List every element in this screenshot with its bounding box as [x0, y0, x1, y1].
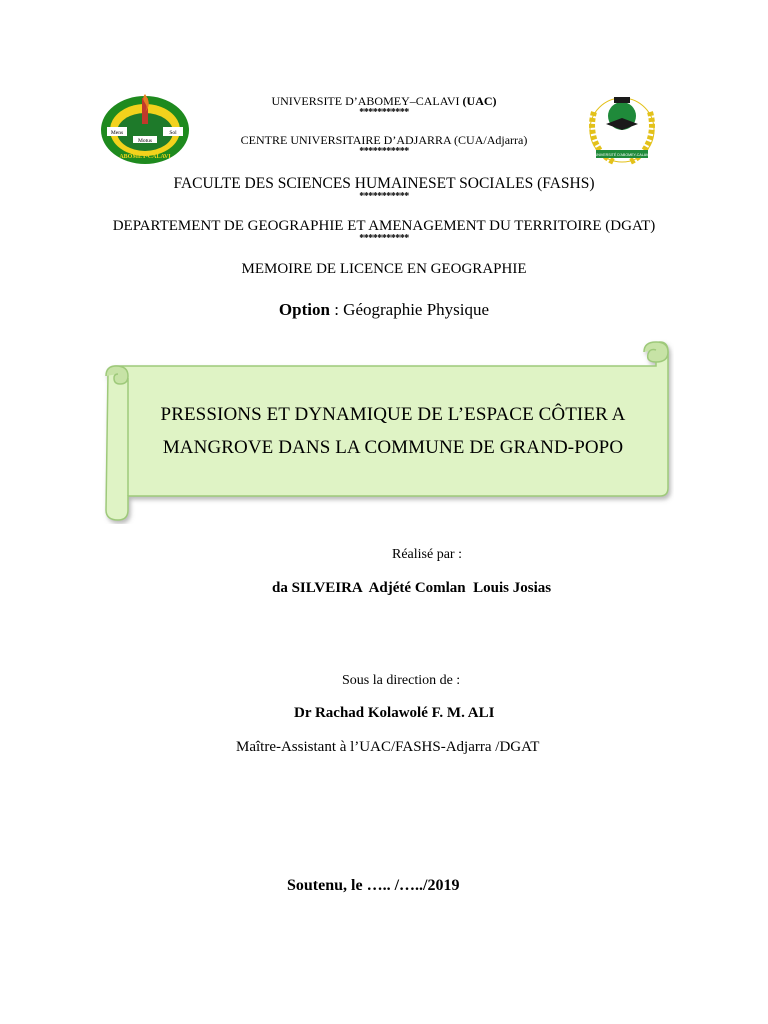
thesis-title-line2: MANGROVE DANS LA COMMUNE DE GRAND-POPO — [162, 437, 624, 458]
option-line — [0, 300, 768, 320]
cua-banner-text: UNIVERSITÉ D'ABOMEY-CALAVI — [594, 153, 650, 157]
option-value: : Géographie Physique — [329, 300, 490, 319]
separator: *********** — [359, 107, 409, 118]
separator: *********** — [359, 146, 409, 157]
university-name: UNIVERSITE D’ABOMEY–CALAVI — [271, 94, 460, 108]
author-name: da SILVEIRA Adjété Comlan Louis Josias — [272, 580, 552, 596]
thesis-title-line1: PRESSIONS ET DYNAMIQUE DE L’ESPACE CÔTIER A — [160, 404, 626, 425]
university-abbr: (UAC) — [462, 94, 497, 108]
centre-name: CENTRE UNIVERSITAIRE D’ADJARRA (CUA/Adjarra) — [240, 133, 528, 147]
supervisor-name: Dr Rachad Kolawolé F. M. ALI — [294, 705, 495, 721]
author-label: Réalisé par : — [392, 547, 462, 562]
faculty-name: FACULTE DES SCIENCES HUMAINESET SOCIALES (FASHS) — [173, 175, 595, 192]
uac-motto-right: Sol — [169, 130, 177, 136]
uac-motto-middle: Motus — [137, 138, 153, 144]
supervisor-title: Maître-Assistant à l’UAC/FASHS-Adjarra /DGAT — [236, 739, 540, 755]
supervisor-label: Sous la direction de : — [342, 673, 461, 688]
memoire-title: MEMOIRE DE LICENCE EN GEOGRAPHIE — [241, 261, 527, 277]
separator: *********** — [359, 191, 409, 202]
option-label: Option — [278, 300, 330, 319]
department-name: DEPARTEMENT DE GEOGRAPHIE ET AMENAGEMENT DU TERRITOIRE (DGAT) — [112, 218, 656, 234]
thesis-title — [128, 398, 658, 464]
university-line — [0, 94, 768, 108]
defense-date: Soutenu, le ….. /…../2019 — [287, 877, 460, 894]
separator: *********** — [359, 233, 409, 244]
uac-ring-text: ABOMEY-CALAVI — [119, 154, 171, 160]
uac-motto-left: Mens — [110, 130, 124, 136]
